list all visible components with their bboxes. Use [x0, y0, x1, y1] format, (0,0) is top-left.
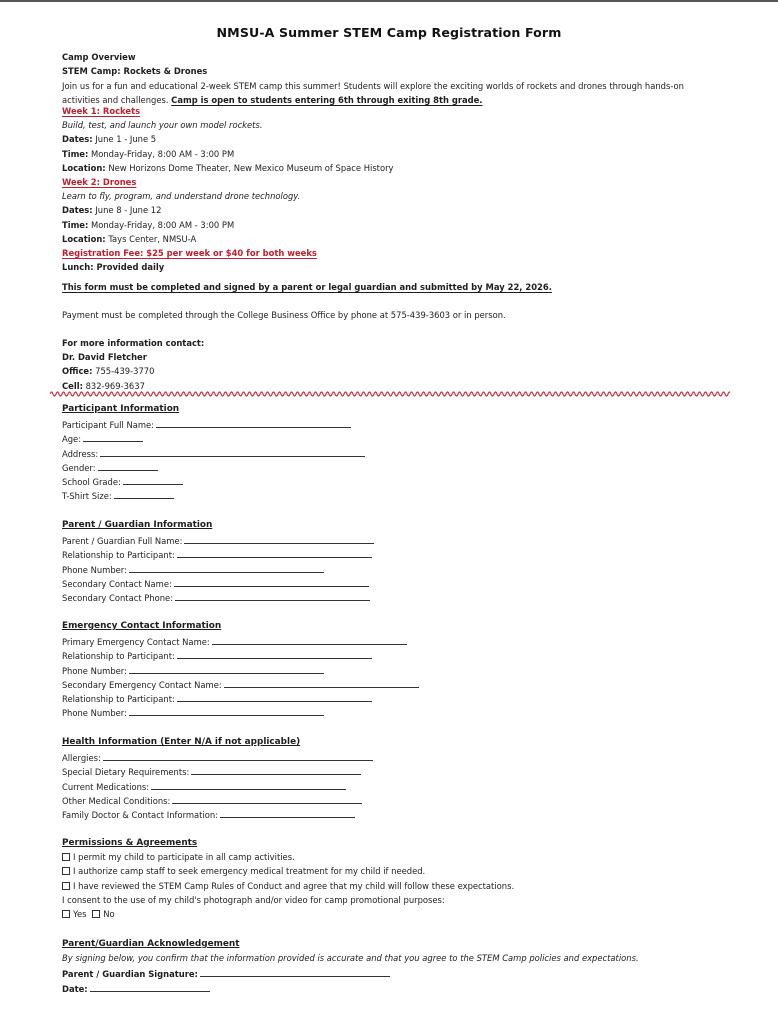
yes-label: Yes — [73, 908, 87, 919]
time-value: Monday-Friday, 8:00 AM - 3:00 PM — [91, 219, 235, 230]
dietary-row — [62, 766, 762, 780]
time-value: Monday-Friday, 8:00 AM - 3:00 PM — [91, 148, 235, 159]
participant-name-row — [62, 419, 762, 433]
medical-conditions-field[interactable] — [172, 795, 362, 804]
intro-text: Join us for a fun and educational 2-week STEM camp this summer! Students will explore the exciting worlds of rockets and drones through hands-on activities and challenges. — [62, 81, 684, 105]
field-label: Age: — [62, 434, 82, 445]
field-label: Relationship to Participant: — [62, 651, 175, 662]
dietary-field[interactable] — [191, 766, 361, 775]
week1-location — [62, 164, 762, 178]
week1-dates — [62, 135, 762, 149]
field-label: Relationship to Participant: — [62, 550, 175, 561]
secondary-emergency-phone-field[interactable] — [129, 707, 324, 716]
secondary-contact-name-field[interactable] — [174, 578, 369, 587]
medical-conditions-row — [62, 795, 762, 809]
permission-text: I have reviewed the STEM Camp Rules of Conduct and agree that my child will follow these expectations. — [73, 880, 515, 891]
no-label: No — [103, 908, 115, 919]
school-grade-row — [62, 476, 762, 490]
signature-row — [62, 968, 762, 982]
office-label: Office: — [62, 366, 93, 377]
secondary-emergency-phone-row — [62, 707, 762, 721]
acknowledgement-section — [62, 940, 762, 997]
field-label: Parent / Guardian Full Name: — [62, 536, 183, 547]
primary-emergency-phone-field[interactable] — [129, 665, 324, 674]
week2-heading: Week 2: Drones — [62, 176, 137, 187]
location-value: New Horizons Dome Theater, New Mexico Museum of Space History — [108, 162, 394, 173]
guardian-phone-field[interactable] — [129, 564, 324, 573]
age-field[interactable] — [83, 433, 143, 442]
camp-intro — [62, 80, 702, 107]
location-value: Tays Center, NMSU-A — [108, 233, 197, 244]
health-heading: Health Information (Enter N/A if not applicable) — [62, 737, 301, 747]
secondary-emergency-name-field[interactable] — [224, 679, 419, 688]
guardian-relationship-field[interactable] — [177, 549, 372, 558]
guardian-name-field[interactable] — [184, 535, 374, 544]
week1-desc: Build, test, and launch your own model rockets. — [62, 120, 263, 131]
permission-text: I permit my child to participate in all camp activities. — [73, 852, 295, 863]
camp-overview — [62, 53, 762, 277]
contact-office — [62, 367, 762, 381]
contact-heading: For more information contact: — [62, 338, 205, 348]
permission-activities — [62, 853, 762, 867]
secondary-contact-phone-row — [62, 592, 762, 606]
field-label: Relationship to Participant: — [62, 693, 175, 704]
scan-top-edge — [0, 0, 778, 2]
emergency-heading: Emergency Contact Information — [62, 621, 222, 631]
week1-heading: Week 1: Rockets — [62, 106, 141, 116]
field-label: Primary Emergency Contact Name: — [62, 637, 210, 648]
secondary-contact-phone-field[interactable] — [175, 592, 370, 601]
form-title: NMSU-A Summer STEM Camp Registration Form — [216, 25, 562, 40]
field-label: Secondary Emergency Contact Name: — [62, 679, 222, 690]
field-label: T-Shirt Size: — [62, 491, 112, 502]
time-label: Time: — [62, 219, 89, 230]
dates-label: Dates: — [62, 134, 93, 145]
emergency-section — [62, 622, 762, 721]
permission-conduct — [62, 882, 762, 896]
week2-dates — [62, 206, 762, 220]
cell-number: 832-969-3637 — [85, 380, 145, 391]
permission-text: I authorize camp staff to seek emergency medical treatment for my child if needed. — [73, 866, 426, 877]
lunch-info: Lunch: Provided daily — [62, 262, 165, 273]
primary-emergency-relationship-field[interactable] — [177, 650, 372, 659]
office-number: 755-439-3770 — [95, 366, 155, 377]
school-grade-field[interactable] — [123, 476, 183, 485]
primary-emergency-relationship-row — [62, 650, 762, 664]
secondary-emergency-name-row — [62, 679, 762, 693]
field-label: Gender: — [62, 462, 96, 473]
guardian-section — [62, 521, 762, 606]
deadline-notice: This form must be completed and signed by a parent or legal guardian and submitted by May 22, 2026. — [62, 282, 552, 292]
allergies-row — [62, 752, 762, 766]
address-field[interactable] — [100, 448, 365, 457]
participant-heading: Participant Information — [62, 404, 180, 414]
acknowledgement-heading: Parent/Guardian Acknowledgement — [62, 939, 240, 949]
guardian-heading: Parent / Guardian Information — [62, 520, 213, 530]
field-label: Phone Number: — [62, 665, 127, 676]
primary-emergency-phone-row — [62, 665, 762, 679]
field-label: Secondary Contact Phone: — [62, 592, 174, 603]
contact-name: Dr. David Fletcher — [62, 352, 147, 363]
permissions-section — [62, 839, 762, 924]
permission-medical — [62, 867, 762, 881]
photo-consent-options — [62, 910, 762, 924]
permissions-heading: Permissions & Agreements — [62, 838, 198, 848]
overview-heading: Camp Overview — [62, 52, 136, 62]
tshirt-size-row — [62, 490, 762, 504]
signature-label: Parent / Guardian Signature: — [62, 969, 198, 980]
field-label: Secondary Contact Name: — [62, 578, 172, 589]
medications-field[interactable] — [151, 781, 346, 790]
week1-time — [62, 150, 762, 164]
participant-name-field[interactable] — [156, 419, 351, 428]
dates-value: June 1 - June 5 — [95, 134, 157, 145]
permission-activities-checkbox[interactable] — [62, 853, 70, 861]
field-label: Special Dietary Requirements: — [62, 767, 190, 778]
field-label: Participant Full Name: — [62, 420, 155, 431]
photo-consent-text: I consent to the use of my child's photograph and/or video for camp promotional purposes: — [62, 894, 445, 905]
field-label: Address: — [62, 448, 99, 459]
family-doctor-field[interactable] — [220, 809, 355, 818]
secondary-emergency-relationship-field[interactable] — [177, 693, 372, 702]
eligibility-text: Camp is open to students entering 6th through exiting 8th grade. — [171, 94, 483, 105]
permission-conduct-checkbox[interactable] — [62, 882, 70, 890]
date-row — [62, 983, 762, 997]
primary-emergency-name-row — [62, 636, 762, 650]
week2-time — [62, 221, 762, 235]
week2-location — [62, 235, 762, 249]
primary-emergency-name-field[interactable] — [212, 636, 407, 645]
location-label: Location: — [62, 233, 106, 244]
location-label: Location: — [62, 162, 106, 173]
field-label: Family Doctor & Contact Information: — [62, 809, 219, 820]
signature-field[interactable] — [200, 968, 390, 977]
address-row — [62, 448, 762, 462]
medications-row — [62, 781, 762, 795]
photo-consent-no-checkbox[interactable] — [92, 910, 100, 918]
guardian-phone-row — [62, 564, 762, 578]
allergies-field[interactable] — [103, 752, 373, 761]
payment-notice: Payment must be completed through the College Business Office by phone at 575-439-3603 or in person. — [62, 310, 506, 320]
field-label: Current Medications: — [62, 781, 150, 792]
guardian-relationship-row — [62, 549, 762, 563]
tshirt-size-field[interactable] — [114, 490, 174, 499]
photo-consent-yes-checkbox[interactable] — [62, 910, 70, 918]
field-label: Phone Number: — [62, 564, 127, 575]
dates-value: June 8 - June 12 — [95, 205, 162, 216]
date-label: Date: — [62, 983, 88, 994]
contact-info — [62, 339, 762, 396]
camp-name: STEM Camp: Rockets & Drones — [62, 66, 208, 77]
field-label: School Grade: — [62, 476, 121, 487]
acknowledgement-text: By signing below, you confirm that the information provided is accurate and that you agree to the STEM Camp policies and expectations. — [62, 953, 639, 964]
health-section — [62, 738, 762, 823]
gender-row — [62, 462, 762, 476]
gender-field[interactable] — [98, 462, 158, 471]
field-label: Other Medical Conditions: — [62, 795, 171, 806]
date-field[interactable] — [90, 983, 210, 992]
age-row — [62, 433, 762, 447]
cut-line-divider — [50, 389, 730, 399]
field-label: Allergies: — [62, 753, 101, 764]
week2-desc: Learn to fly, program, and understand drone technology. — [62, 191, 301, 202]
permission-medical-checkbox[interactable] — [62, 867, 70, 875]
dates-label: Dates: — [62, 205, 93, 216]
field-label: Phone Number: — [62, 708, 127, 719]
registration-fee: Registration Fee: $25 per week or $40 for both weeks — [62, 247, 317, 258]
participant-section — [62, 405, 762, 504]
cell-label: Cell: — [62, 380, 83, 391]
secondary-emergency-relationship-row — [62, 693, 762, 707]
time-label: Time: — [62, 148, 89, 159]
secondary-contact-name-row — [62, 578, 762, 592]
family-doctor-row — [62, 809, 762, 823]
guardian-name-row — [62, 535, 762, 549]
